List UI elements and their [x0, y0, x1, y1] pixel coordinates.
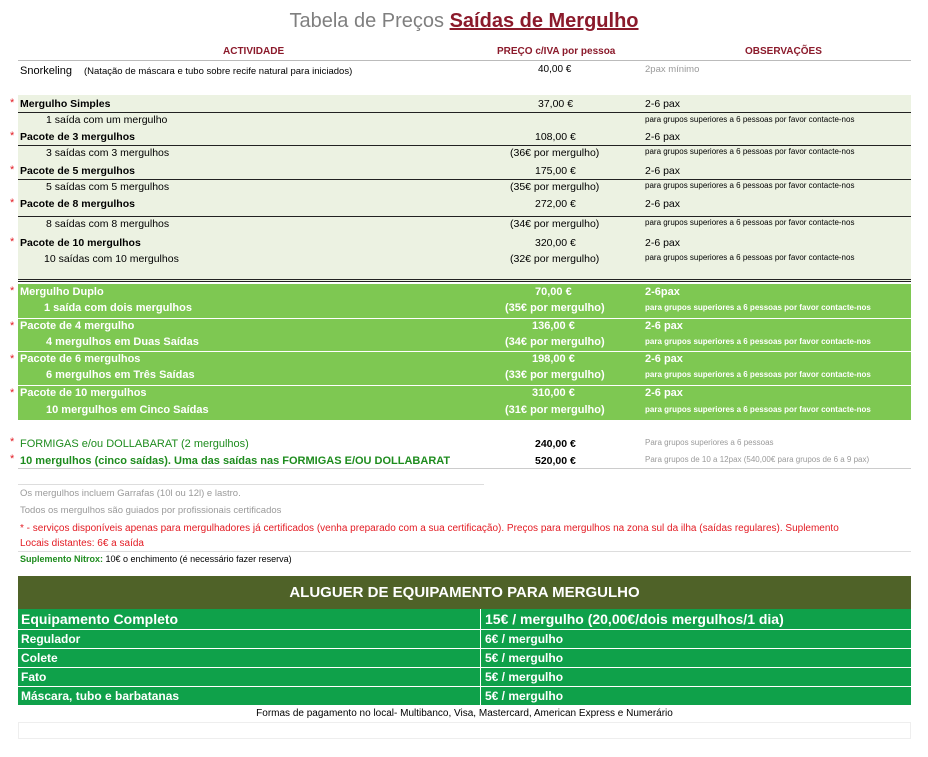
page-title-accent: Saídas de Mergulho	[449, 10, 639, 32]
col-header-obs: OBSERVAÇÕES	[745, 46, 822, 57]
note-nitrox: Suplemento Nitrox: 10€ o enchimento (é necessário fazer reserva)	[20, 554, 292, 564]
note-certified: * - serviços disponíveis apenas para mergulhadores já certificados (venha preparado com a sua certificação). Preços para mergulhos na zona sul da ilha (saídas regulares). Suplemento	[20, 523, 839, 534]
snorkel-name: Snorkeling	[20, 65, 72, 77]
note-supplement: Locais distantes: 6€ a saída	[20, 538, 144, 549]
equipment-row: Regulador 6€ / mergulho	[18, 630, 911, 649]
formigas-block: * FORMIGAS e/ou DOLLABARAT (2 mergulhos) 240,00 € Para grupos superiores a 6 pessoas * 10 mergulhos (cinco saídas). Uma das saídas nas FORMIGAS E/OU DOLLABARAT 520,00 € Para grupos de 10 a 12pax (540,00€ para grupos de 6 a 9 pax)	[10, 436, 870, 467]
single-row: * Pacote de 3 mergulhos 108,00 € 2-6 pax 3 saídas com 3 mergulhos (36€ por mergulho) para grupos superiores a 6 pessoas por favor contacte-nos	[10, 130, 855, 159]
single-row: * Pacote de 5 mergulhos 175,00 € 2-6 pax 5 saídas com 5 mergulhos (35€ por mergulho) para grupos superiores a 6 pessoas por favor contacte-nos	[10, 164, 855, 193]
header-divider	[18, 60, 911, 61]
payment-methods: Formas de pagamento no local- Multibanco, Visa, Mastercard, American Express e Numerário	[256, 708, 673, 719]
double-row: * Pacote de 4 mergulho 136,00 € 2-6 pax 4 mergulhos em Duas Saídas (34€ por mergulho) para grupos superiores a 6 pessoas por favor contacte-nos	[18, 318, 911, 352]
single-row: * Pacote de 10 mergulhos 320,00 € 2-6 pax 10 saídas com 10 mergulhos (32€ por mergulho) para grupos superiores a 6 pessoas por favor contacte-nos	[10, 236, 855, 265]
snorkel-desc: (Natação de máscara e tubo sobre recife natural para iniciados)	[84, 66, 353, 77]
double-row: * Mergulho Duplo 70,00 € 2-6pax 1 saída com dois mergulhos (35€ por mergulho) para grupos superiores a 6 pessoas por favor contacte-nos	[18, 284, 911, 318]
note-guided: Todos os mergulhos são guiados por profissionais certificados	[20, 505, 282, 516]
single-row: * Mergulho Simples 37,00 € 2-6 pax 1 saída com um mergulho para grupos superiores a 6 pessoas por favor contacte-nos	[10, 97, 855, 126]
double-row: * Pacote de 6 mergulhos 198,00 € 2-6 pax 6 mergulhos em Três Saídas (33€ por mergulho) para grupos superiores a 6 pessoas por favor contacte-nos	[18, 351, 911, 385]
snorkel-obs: 2pax mínimo	[645, 64, 700, 75]
snorkel-price: 40,00 €	[538, 64, 572, 75]
snorkel-row	[18, 62, 911, 84]
equipment-row: Fato 5€ / mergulho	[18, 668, 911, 687]
col-header-price: PREÇO c/IVA por pessoa	[497, 46, 616, 57]
double-row: * Pacote de 10 mergulhos 310,00 € 2-6 pax 10 mergulhos em Cinco Saídas (31€ por mergulho) para grupos superiores a 6 pessoas por favor contacte-nos	[18, 385, 911, 420]
single-row: * Pacote de 8 mergulhos 272,00 € 2-6 pax 8 saídas com 8 mergulhos (34€ por mergulho) para grupos superiores a 6 pessoas por favor contacte-nos	[10, 197, 855, 230]
equipment-title: ALUGUER DE EQUIPAMENTO PARA MERGULHO	[18, 576, 911, 609]
col-header-activity: ACTIVIDADE	[223, 46, 285, 57]
note-garrafas: Os mergulhos incluem Garrafas (10l ou 12l) e lastro.	[20, 488, 241, 499]
equipment-row: Máscara, tubo e barbatanas 5€ / mergulho	[18, 687, 911, 706]
footer-empty-row	[18, 722, 911, 739]
page-title: Tabela de Preços Saídas de Mergulho	[289, 10, 639, 32]
equipment-row: Equipamento Completo 15€ / mergulho (20,00€/dois mergulhos/1 dia)	[18, 609, 911, 630]
equipment-row: Colete 5€ / mergulho	[18, 649, 911, 668]
